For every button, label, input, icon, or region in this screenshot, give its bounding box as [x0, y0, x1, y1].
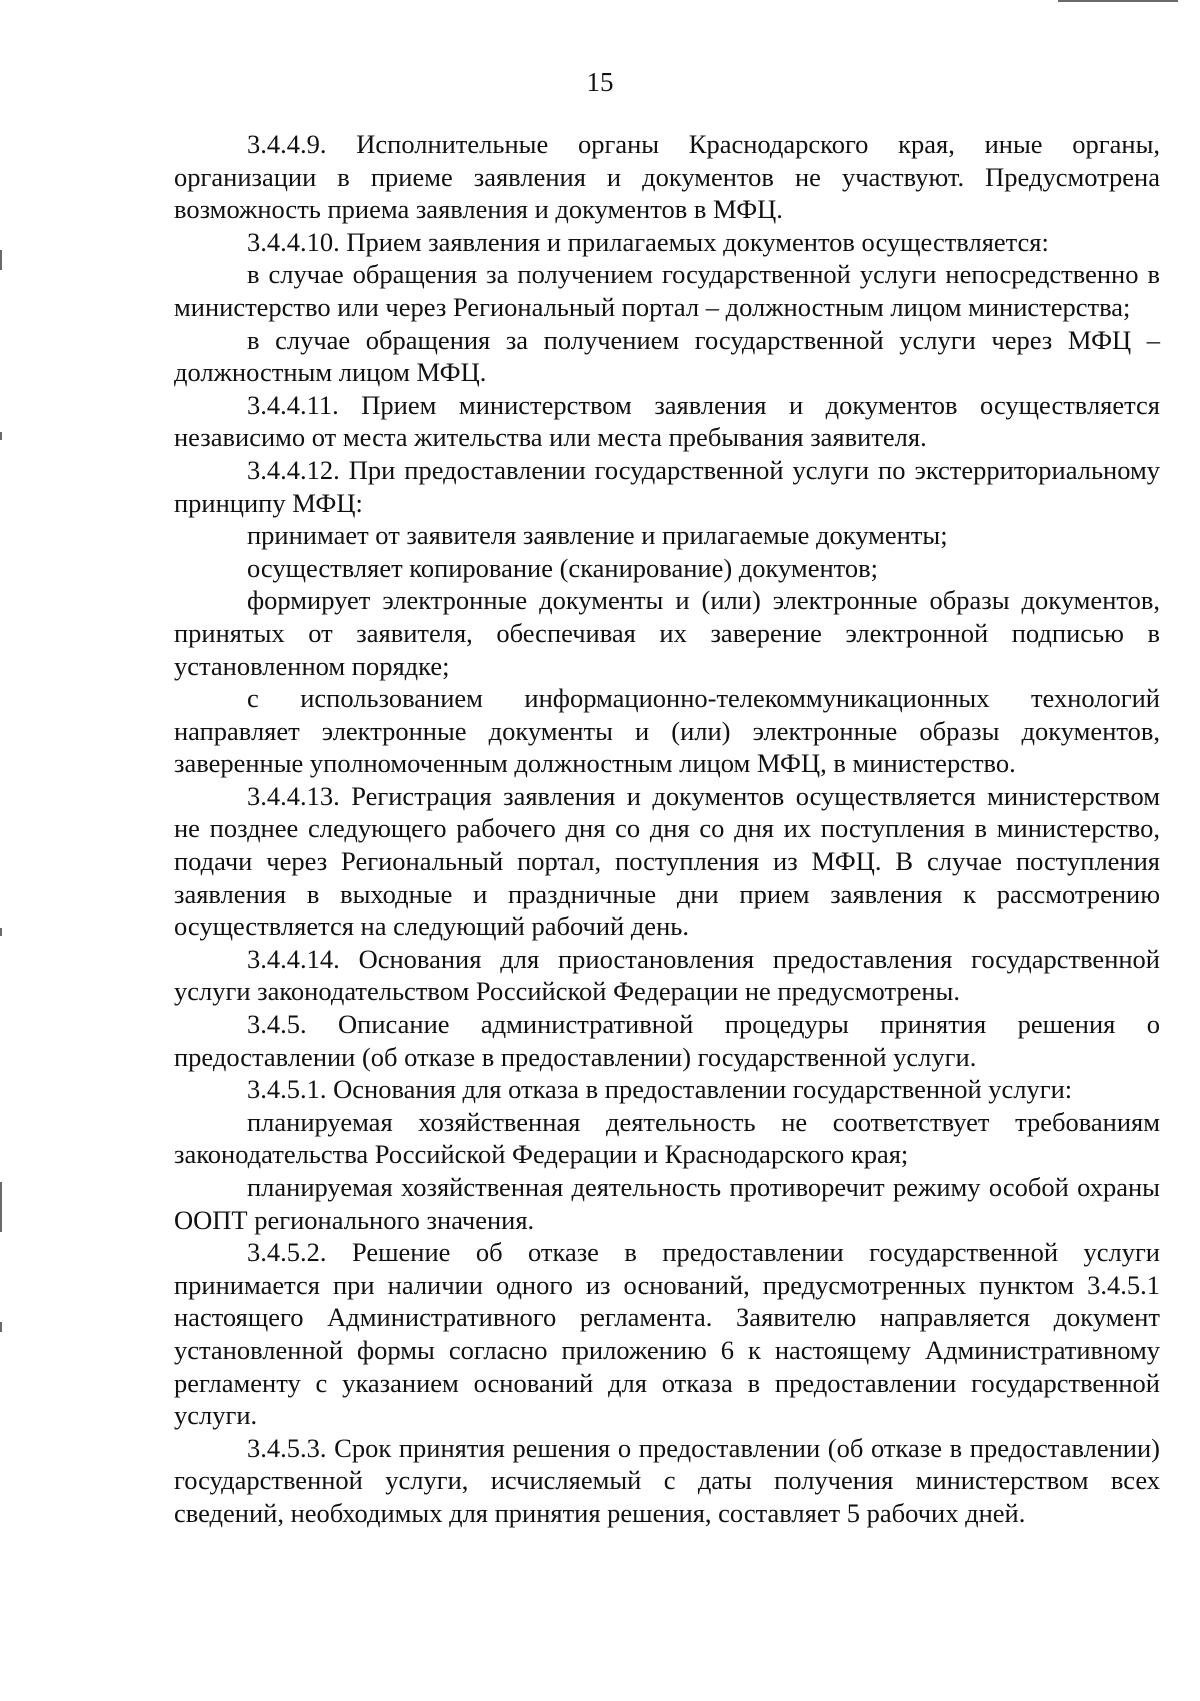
scan-edge-mark — [0, 928, 2, 936]
paragraph-3-4-5: 3.4.5. Описание административной процедуры принятия решения о предоставлении (об отказе в предоставлении) государственной услуги. — [174, 1009, 1160, 1072]
list-item-ministry-acceptance: в случае обращения за получением государственной услуги непосредственно в министерство или через Региональный портал – должностным лицом министерства; — [174, 259, 1160, 322]
paragraph-3-4-4-12: 3.4.4.12. При предоставлении государственной услуги по экстерриториальному принципу МФЦ: — [174, 454, 1160, 518]
paragraph-3-4-4-13: 3.4.4.13. Регистрация заявления и документов осуществляется министерством не позднее следующего рабочего дня со дня со дня их поступления в министерство, подачи через Региональный портал, поступления из МФЦ. В случае поступления заявления в выходные и праздничные дни прием заявления к рассмотрению осуществляется на следующий рабочий день. — [174, 780, 1160, 942]
paragraph-3-4-5-2: 3.4.5.2. Решение об отказе в предоставлении государственной услуги принимается при наличии одного из оснований, предусмотренных пунктом 3.4.5.1 настоящего Административного регламента. Заявителю направляется документ установленной формы согласно приложению 6 к настоящему Административному регламенту с указанием оснований для отказа в предоставлении государственной услуги. — [174, 1237, 1160, 1431]
paragraph-3-4-4-9: 3.4.4.9. Исполнительные органы Краснодарского края, иные органы, организации в приеме заявления и документов не участвуют. Предусмотрена возможность приема заявления и документов в МФЦ. — [174, 129, 1160, 225]
list-item-accepts-documents: принимает от заявителя заявление и прилагаемые документы; — [247, 520, 948, 551]
page-number: 15 — [586, 67, 614, 97]
scan-edge-mark — [0, 1322, 2, 1332]
scan-edge-mark — [0, 432, 2, 440]
scan-edge-mark — [0, 1182, 2, 1232]
paragraph-3-4-4-14: 3.4.4.14. Основания для приостановления предоставления государственной услуги законодательством Российской Федерации не предусмотрены. — [174, 943, 1160, 1007]
document-body — [174, 128, 1160, 1530]
list-item-scans-documents: осуществляет копирование (сканирование) документов; — [247, 552, 878, 583]
list-item-non-compliance: планируемая хозяйственная деятельность не соответствует требованиям законодательства Российской Федерации и Краснодарского края; — [174, 1106, 1160, 1170]
paragraph-3-4-4-10: 3.4.4.10. Прием заявления и прилагаемых документов осуществляется: — [247, 226, 1049, 257]
scan-edge-line — [1058, 0, 1178, 2]
paragraph-3-4-5-1: 3.4.5.1. Основания для отказа в предоставлении государственной услуги: — [247, 1074, 1073, 1105]
scan-edge-mark — [0, 250, 2, 270]
paragraph-3-4-5-3: 3.4.5.3. Срок принятия решения о предоставлении (об отказе в предоставлении) государственной услуги, исчисляемый с даты получения министерством всех сведений, необходимых для принятия решения, составляет 5 рабочих дней. — [174, 1432, 1160, 1528]
paragraph-3-4-4-11: 3.4.4.11. Прием министерством заявления и документов осуществляется независимо от места жительства или места пребывания заявителя. — [174, 389, 1160, 453]
list-item-forms-electronic-documents: формирует электронные документы и (или) электронные образы документов, принятых от заявителя, обеспечивая их заверение электронной подписью в установленном порядке; — [174, 585, 1160, 681]
list-item-sends-electronic-documents: с использованием информационно-телекоммуникационных технологий направляет электронные документы и (или) электронные образы документов, заверенные уполномоченным должностным лицом МФЦ, в министерство. — [174, 683, 1160, 779]
list-item-mfc-acceptance: в случае обращения за получением государственной услуги через МФЦ – должностным лицом МФЦ. — [174, 324, 1160, 388]
list-item-contradicts-protection: планируемая хозяйственная деятельность противоречит режиму особой охраны ООПТ регионального значения. — [174, 1172, 1160, 1235]
